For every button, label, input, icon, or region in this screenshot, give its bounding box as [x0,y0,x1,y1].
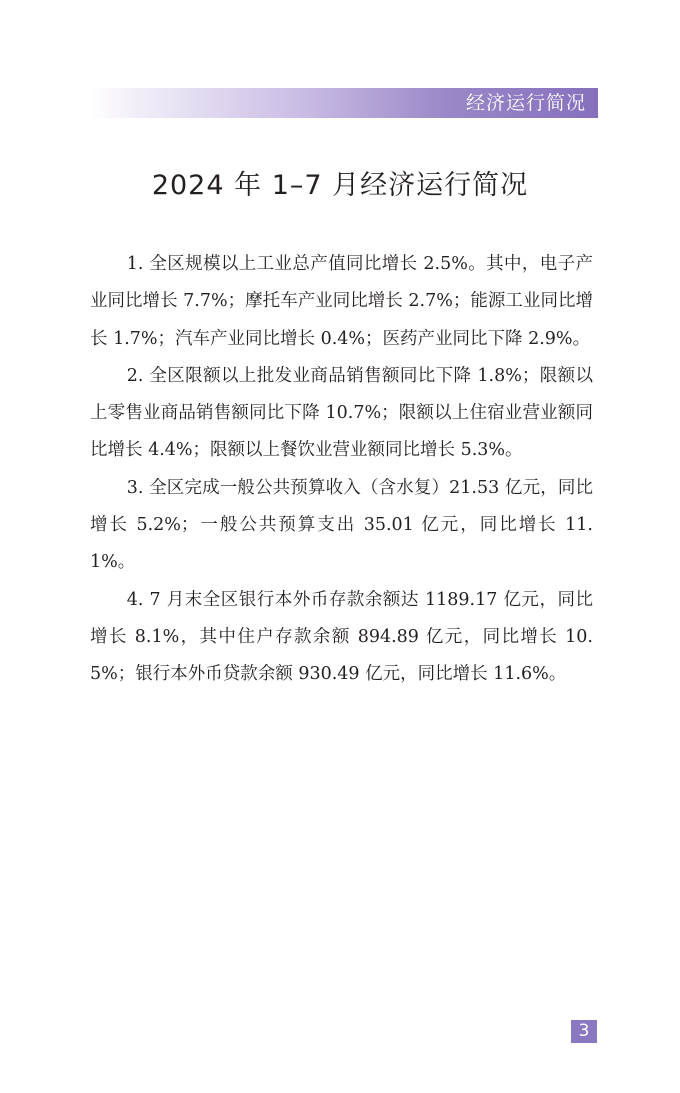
paragraph-industry: 1. 全区规模以上工业总产值同比增长 2.5%。其中，电子产业同比增长 7.7%；摩托车产业同比增长 2.7%；能源工业同比增长 1.7%；汽车产业同比增长 0.4%；医药产业同比下降 2.9%。 [90,254,593,349]
paragraph-retail: 2. 全区限额以上批发业商品销售额同比下降 1.8%；限额以上零售业商品销售额同比下降 10.7%；限额以上住宿业营业额同比增长 4.4%；限额以上餐饮业营业额同比增长 5.3%。 [90,365,593,461]
paragraph-banking: 4. 7 月末全区银行本外币存款余额达 1189.17 亿元，同比增长 8.1%，其中住户存款余额 894.89 亿元，同比增长 10.5%；银行本外币贷款余额 930.49 亿元，同比增长 11.6%。 [90,589,593,685]
section-header-band [88,88,598,118]
paragraph-budget: 3. 全区完成一般公共预算收入（含水复）21.53 亿元，同比增长 5.2%；一般公共预算支出 35.01 亿元，同比增长 11.1%。 [90,477,593,573]
page-title: 2024 年 1–7 月经济运行简况 [151,170,529,201]
page-number: 3 [571,1020,597,1043]
article-body [90,246,593,694]
section-header-title: 经济运行简况 [465,92,586,114]
